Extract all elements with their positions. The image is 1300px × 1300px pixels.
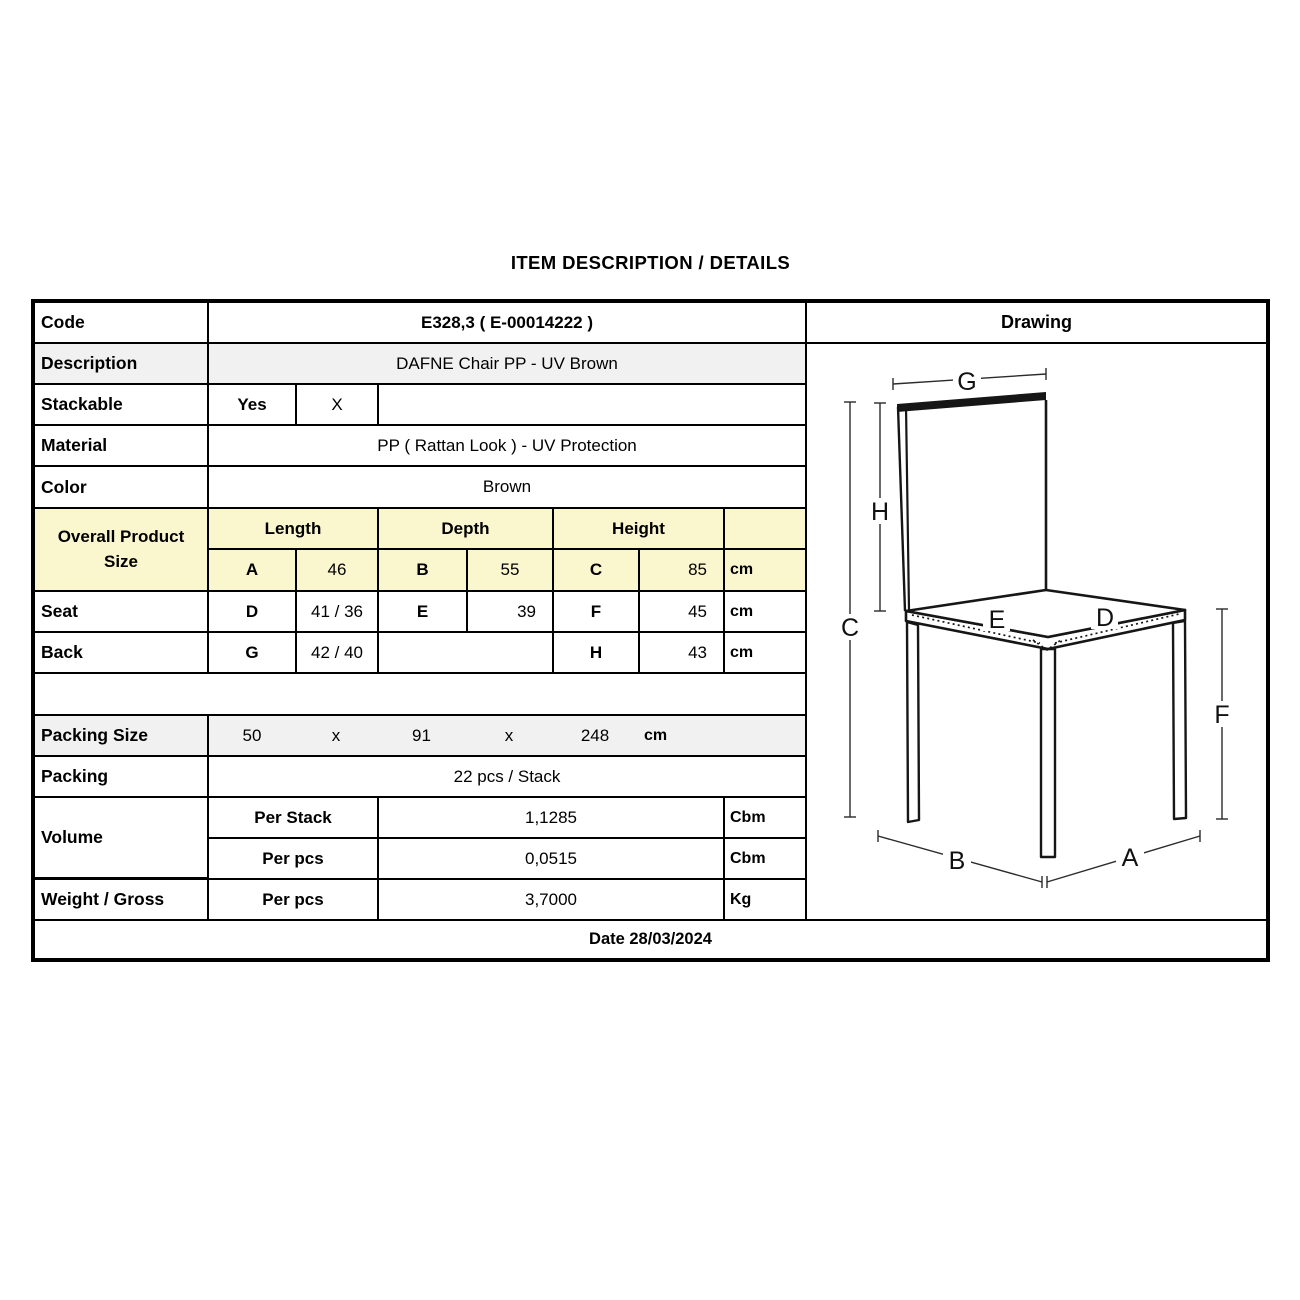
code-value: E328,3 ( E-00014222 ) xyxy=(209,303,805,342)
material-label: Material xyxy=(35,426,207,465)
chair-seat xyxy=(906,590,1185,649)
color-value: Brown xyxy=(209,467,805,507)
packing-label: Packing xyxy=(35,757,207,796)
depth-header: Depth xyxy=(379,509,552,548)
description-label: Description xyxy=(35,344,207,383)
volume-per-stack-value: 1,1285 xyxy=(379,798,723,837)
description-value: DAFNE Chair PP - UV Brown xyxy=(209,344,805,383)
stackable-option: Yes xyxy=(209,385,295,424)
volume-per-pcs-unit: Cbm xyxy=(725,839,805,878)
packing-size-x2: x xyxy=(504,725,514,745)
code-label: Code xyxy=(35,303,207,342)
unit-header-empty xyxy=(725,509,805,548)
packing-size-x1: x xyxy=(331,725,341,745)
chair-legs xyxy=(907,621,1186,857)
spec-table xyxy=(31,299,1270,962)
dim-c-key: C xyxy=(554,550,638,590)
back-empty-cell xyxy=(379,633,552,672)
dim-d-key: D xyxy=(209,592,295,631)
back-unit: cm xyxy=(725,633,805,672)
packing-size-depth: 91 xyxy=(412,725,431,745)
material-value: PP ( Rattan Look ) - UV Protection xyxy=(209,426,805,465)
weight-per-pcs-label: Per pcs xyxy=(209,880,377,919)
dim-label-b: B xyxy=(948,847,966,875)
dim-e-value: 39 xyxy=(468,592,552,631)
drawing-header: Drawing xyxy=(807,303,1266,342)
dim-e-key: E xyxy=(379,592,466,631)
packing-size-unit: cm xyxy=(644,726,668,744)
seat-unit: cm xyxy=(725,592,805,631)
height-header: Height xyxy=(554,509,723,548)
overall-size-unit: cm xyxy=(725,550,805,590)
dim-h-value: 43 xyxy=(640,633,723,672)
dim-b-value: 55 xyxy=(468,550,552,590)
dim-label-h: H xyxy=(870,498,890,526)
date-row: Date 28/03/2024 xyxy=(35,921,1266,958)
dim-label-d: D xyxy=(1095,604,1115,632)
volume-per-pcs-label: Per pcs xyxy=(209,839,377,878)
volume-per-stack-unit: Cbm xyxy=(725,798,805,837)
length-header: Length xyxy=(209,509,377,548)
dim-label-g: G xyxy=(957,368,977,396)
stackable-label: Stackable xyxy=(35,385,207,424)
seat-label: Seat xyxy=(35,592,207,631)
dim-f-value: 45 xyxy=(640,592,723,631)
packing-size-value-cell xyxy=(209,716,805,755)
weight-value: 3,7000 xyxy=(379,880,723,919)
packing-size-height: 248 xyxy=(580,725,610,745)
dim-g-value: 42 / 40 xyxy=(297,633,377,672)
overall-size-label: Overall Product Size xyxy=(35,509,207,590)
drawing-panel xyxy=(807,344,1266,919)
volume-per-pcs-value: 0,0515 xyxy=(379,839,723,878)
volume-label: Volume xyxy=(35,798,207,877)
packing-size-width: 50 xyxy=(242,725,262,745)
chair-drawing xyxy=(807,344,1266,919)
packing-value: 22 pcs / Stack xyxy=(209,757,805,796)
dim-label-c: C xyxy=(840,614,860,642)
packing-size-label: Packing Size xyxy=(35,716,207,755)
dim-a-key: A xyxy=(209,550,295,590)
color-label: Color xyxy=(35,467,207,507)
back-label: Back xyxy=(35,633,207,672)
dim-c-value: 85 xyxy=(640,550,723,590)
stackable-mark: X xyxy=(297,385,377,424)
dim-a-value: 46 xyxy=(297,550,377,590)
spacer-row xyxy=(35,674,805,714)
dim-f-key: F xyxy=(554,592,638,631)
dim-label-f: F xyxy=(1214,701,1230,729)
weight-label: Weight / Gross xyxy=(35,880,207,919)
dim-h-key: H xyxy=(554,633,638,672)
weight-unit: Kg xyxy=(725,880,805,919)
dim-b-key: B xyxy=(379,550,466,590)
volume-per-stack-label: Per Stack xyxy=(209,798,377,837)
dim-label-e: E xyxy=(988,606,1006,634)
stackable-empty-cell xyxy=(379,385,805,424)
page-title: ITEM DESCRIPTION / DETAILS xyxy=(510,252,791,273)
chair-backrest xyxy=(897,392,1046,611)
dim-label-a: A xyxy=(1121,844,1139,872)
dim-d-value: 41 / 36 xyxy=(297,592,377,631)
dim-g-key: G xyxy=(209,633,295,672)
